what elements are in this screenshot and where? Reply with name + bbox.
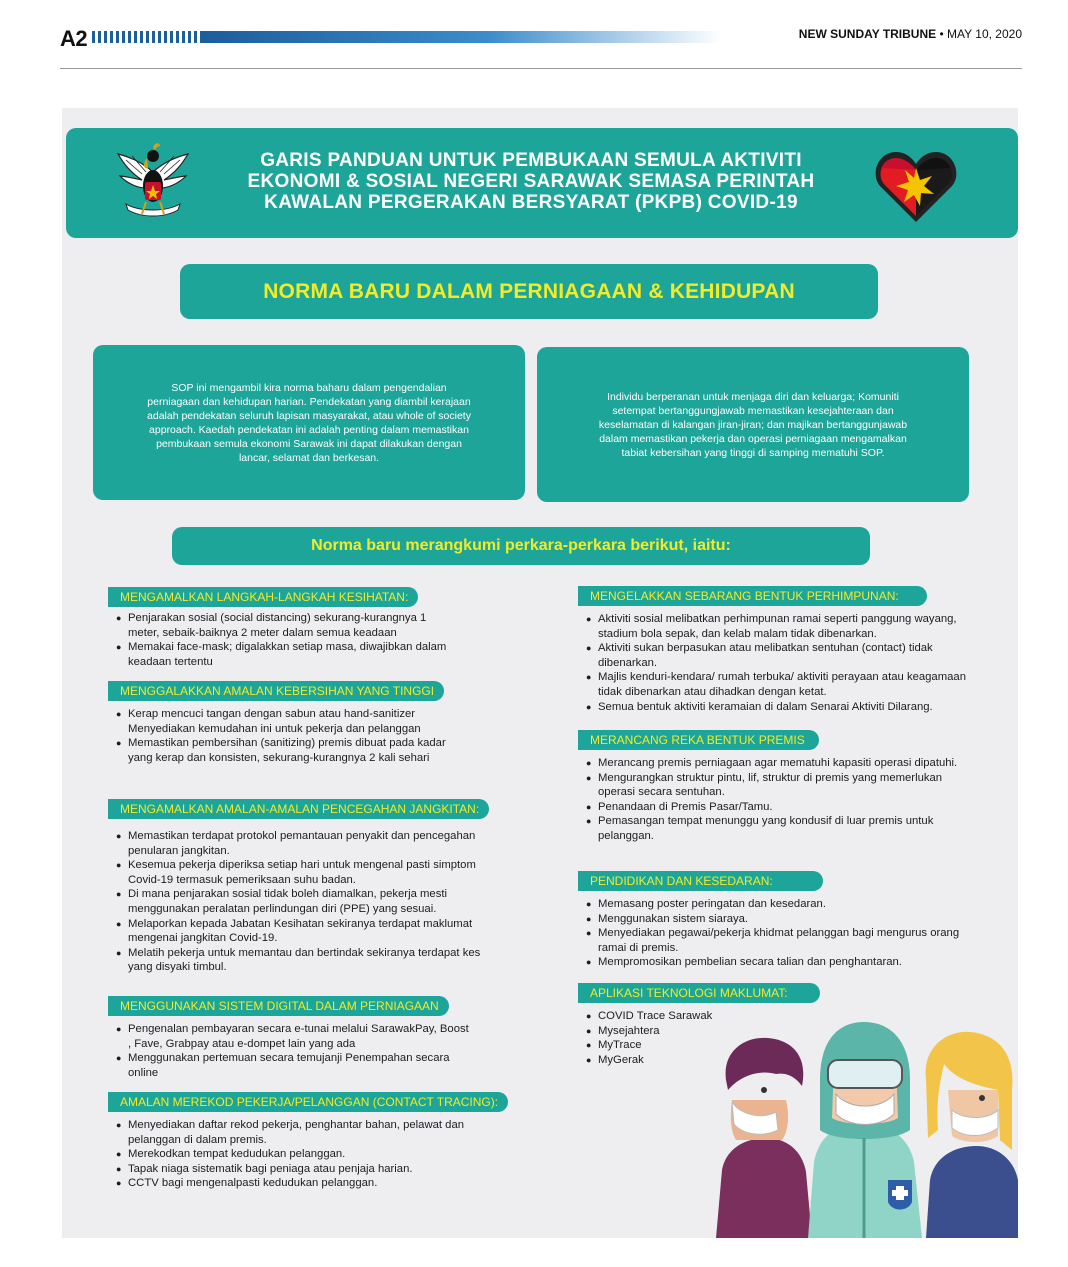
list-item: ● Memakai face-mask; digalakkan setiap masa, diwajibkan dalam keadaan tertentu bbox=[108, 640, 458, 669]
list-item: ● Menyediakan pegawai/pekerja khidmat pelanggan bagi mengurus orang ramai di premis. bbox=[578, 926, 978, 955]
masked-people-illustration-icon bbox=[716, 1020, 1018, 1238]
list-item: ● MyTrace bbox=[578, 1038, 878, 1053]
masthead bbox=[60, 22, 1022, 69]
list-item: ● Melatih pekerja untuk memantau dan bertindak sekiranya terdapat kes yang disyaki timbul. bbox=[108, 946, 486, 975]
section-pendidikan bbox=[578, 871, 978, 970]
section-title: MENGAMALKAN LANGKAH-LANGKAH KESIHATAN: bbox=[108, 587, 418, 607]
list-item: ● COVID Trace Sarawak bbox=[578, 1009, 878, 1024]
intro-left-box bbox=[93, 345, 525, 500]
list-item: ● Menggunakan sistem siaraya. bbox=[578, 912, 978, 927]
list-item: ● Di mana penjarakan sosial tidak boleh diamalkan, pekerja mesti menggunakan peralatan perlindungan diri (PPE) yang sesuai. bbox=[108, 887, 486, 916]
list-item: ● Penjarakan sosial (social distancing) sekurang-kurangnya 1 meter, sebaik-baiknya 2 meter dalam semua keadaan bbox=[108, 611, 458, 640]
intro-right-text: Individu berperanan untuk menjaga diri dan keluarga; Komuniti setempat bertanggungjawab memastikan kesejahteraan dan keselamatan di kalangan jiran-jiran; dan majikan bertanggunjawab dalam memastikan pekerja dan operasi perniagaan mengamalkan tabiat kebersihan yang tinggi di samping mematuhi SOP. bbox=[598, 390, 908, 459]
page-number: A2 bbox=[60, 26, 88, 51]
list-item: ● Majlis kenduri-kendara/ rumah terbuka/ aktiviti perayaan atau keagamaan tidak dibenarkan atau dihadkan dengan ketat. bbox=[578, 670, 978, 699]
section-title: MENGAMALKAN AMALAN-AMALAN PENCEGAHAN JANGKITAN: bbox=[108, 799, 489, 819]
intro-left-text: SOP ini mengambil kira norma baharu dalam pengendalian perniagaan dan kehidupan harian. Pendekatan yang diambil kerajaan adalah pendekatan seluruh lapisan masyarakat, atau whole of society approach. Kaedah pendekatan ini adalah penting dalam memastikan pembukaan semula ekonomi Sarawak ini dapat dilakukan dengan lancar, selamat dan berkesan. bbox=[147, 381, 471, 464]
header-title-line: KAWALAN PERGERAKAN BERSYARAT (PKPB) COVID-19 bbox=[264, 192, 798, 213]
header-band bbox=[66, 128, 1018, 238]
section-title: MENGELAKKAN SEBARANG BENTUK PERHIMPUNAN: bbox=[578, 586, 927, 606]
paper-info bbox=[799, 27, 1022, 41]
paper-name: NEW SUNDAY TRIBUNE bbox=[798, 27, 937, 41]
section-title: MENGGUNAKAN SISTEM DIGITAL DALAM PERNIAGAAN bbox=[108, 996, 449, 1016]
list-item: ● Merekodkan tempat kedudukan pelanggan. bbox=[108, 1147, 498, 1162]
norma-heading: Norma baru merangkumi perkara-perkara berikut, iaitu: bbox=[311, 537, 731, 554]
intro-right-box bbox=[537, 347, 969, 502]
section-title: MERANCANG REKA BENTUK PREMIS bbox=[578, 730, 819, 750]
section-title: AMALAN MEREKOD PEKERJA/PELANGGAN (CONTACT TRACING): bbox=[108, 1092, 508, 1112]
sarawak-crest-icon bbox=[116, 142, 190, 222]
norma-banner bbox=[172, 527, 870, 565]
list-item: ● Aktiviti sosial melibatkan perhimpunan ramai seperti panggung wayang, stadium bola sepak, dan kelab malam tidak dibenarkan. bbox=[578, 612, 978, 641]
list-item: ● Kerap mencuci tangan dengan sabun atau hand-sanitizer Menyediakan kemudahan ini untuk pekerja dan pelanggan bbox=[108, 707, 458, 736]
list-item: ● Mengurangkan struktur pintu, lif, struktur di premis yang memerlukan operasi secara sentuhan. bbox=[578, 771, 978, 800]
list-item: ● Memastikan terdapat protokol pemantauan penyakit dan pencegahan penularan jangkitan. bbox=[108, 829, 486, 858]
section-perhimpunan bbox=[578, 586, 978, 714]
list-item: ● Aktiviti sukan berpasukan atau melibatkan sentuhan (contact) tidak dibenarkan. bbox=[578, 641, 978, 670]
list-item: ● Pemasangan tempat menunggu yang kondusif di luar premis untuk pelanggan. bbox=[578, 814, 978, 843]
section-reka-bentuk bbox=[578, 730, 978, 844]
paper-date: MAY 10, 2020 bbox=[947, 27, 1022, 41]
list-item: ● Melaporkan kepada Jabatan Kesihatan sekiranya terdapat maklumat mengenai jangkitan Covid-19. bbox=[108, 917, 486, 946]
section-digital bbox=[108, 996, 470, 1080]
section-title: APLIKASI TEKNOLOGI MAKLUMAT: bbox=[578, 983, 820, 1003]
section-contact-tracing bbox=[108, 1092, 498, 1191]
list-item: ● Pengenalan pembayaran secara e-tunai melalui SarawakPay, Boost , Fave, Grabpay atau e-dompet lain yang ada bbox=[108, 1022, 470, 1051]
list-item: ● Merancang premis perniagaan agar mematuhi kapasiti operasi dipatuhi. bbox=[578, 756, 978, 771]
header-title bbox=[216, 150, 846, 213]
masthead-stripes bbox=[92, 31, 202, 43]
paper-separator: • bbox=[939, 27, 944, 41]
masthead-bar bbox=[202, 31, 722, 43]
section-kesihatan bbox=[108, 587, 458, 669]
header-title-line: GARIS PANDUAN UNTUK PEMBUKAAN SEMULA AKTIVITI bbox=[260, 150, 802, 171]
section-pencegahan bbox=[108, 799, 486, 975]
section-kebersihan bbox=[108, 681, 458, 765]
list-item: ● Penandaan di Premis Pasar/Tamu. bbox=[578, 800, 978, 815]
list-item: ● Memastikan pembersihan (sanitizing) premis dibuat pada kadar yang kerap dan konsisten, sekurang-kurangnya 2 kali sehari bbox=[108, 736, 458, 765]
header-title-line: EKONOMI & SOSIAL NEGERI SARAWAK SEMASA PERINTAH bbox=[247, 171, 815, 192]
list-item: ● Mempromosikan pembelian secara talian dan penghantaran. bbox=[578, 955, 978, 970]
section-title: MENGGALAKKAN AMALAN KEBERSIHAN YANG TINGGI bbox=[108, 681, 444, 701]
list-item: ● Kesemua pekerja diperiksa setiap hari untuk mengenal pasti simptom Covid-19 termasuk pemeriksaan suhu badan. bbox=[108, 858, 486, 887]
list-item: ● MyGerak bbox=[578, 1053, 878, 1068]
list-item: ● CCTV bagi mengenalpasti kedudukan pelanggan. bbox=[108, 1176, 498, 1191]
subheading: NORMA BARU DALAM PERNIAGAAN & KEHIDUPAN bbox=[263, 279, 795, 303]
list-item: ● Tapak niaga sistematik bagi peniaga atau penjaja harian. bbox=[108, 1162, 498, 1177]
list-item: ● Menyediakan daftar rekod pekerja, penghantar bahan, pelawat dan pelanggan di dalam premis. bbox=[108, 1118, 498, 1147]
list-item: ● Memasang poster peringatan dan kesedaran. bbox=[578, 897, 978, 912]
list-item: ● Menggunakan pertemuan secara temujanji Penempahan secara online bbox=[108, 1051, 470, 1080]
sarawak-heart-logo-icon bbox=[874, 146, 958, 224]
list-item: ● Mysejahtera bbox=[578, 1024, 878, 1039]
list-item: ● Semua bentuk aktiviti keramaian di dalam Senarai Aktiviti Dilarang. bbox=[578, 700, 978, 715]
subheading-banner bbox=[180, 264, 878, 319]
section-title: PENDIDIKAN DAN KESEDARAN: bbox=[578, 871, 823, 891]
